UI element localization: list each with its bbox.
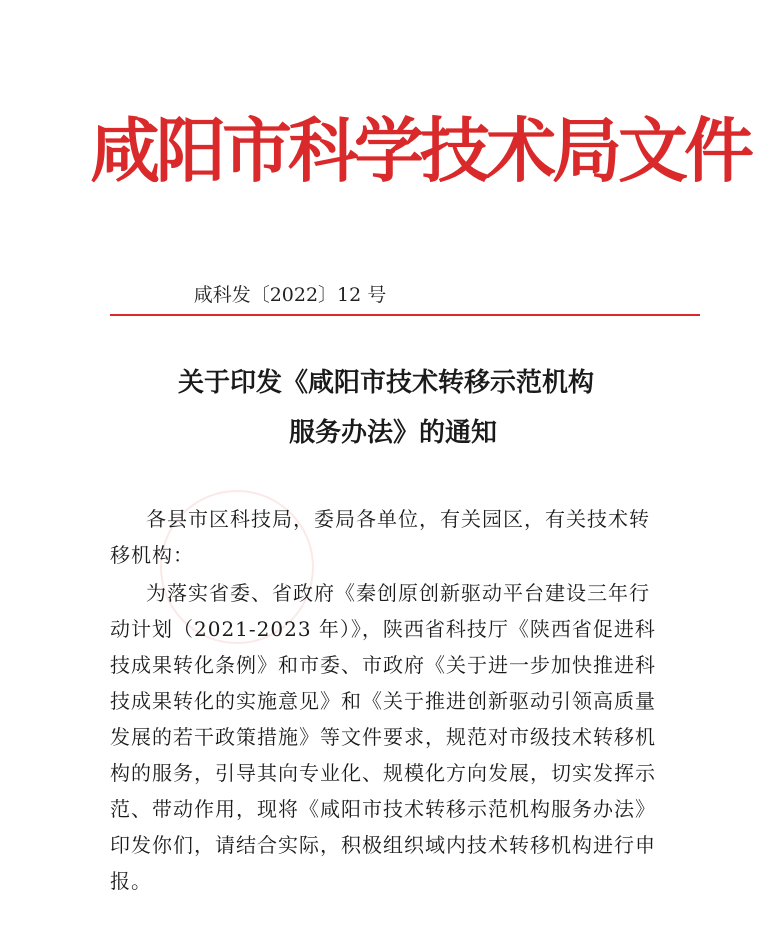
notice-title-line-1: 关于印发《咸阳市技术转移示范机构	[178, 368, 595, 398]
body-paragraph-line: 技成果转化的实施意见》和《关于推进创新驱动引领高质量	[110, 689, 656, 713]
document-header-title: 咸阳市科学技术局文件	[90, 109, 750, 192]
red-divider-line	[110, 314, 700, 316]
body-paragraph-line: 范、带动作用，现将《咸阳市技术转移示范机构服务办法》	[110, 797, 656, 821]
body-paragraph-line: 各县市区科技局，委局各单位，有关园区，有关技术转	[146, 507, 650, 531]
body-paragraph-line: 报。	[110, 869, 152, 893]
body-paragraph-line: 为落实省委、省政府《秦创原创新驱动平台建设三年行	[146, 581, 650, 605]
body-paragraph-line: 动计划（2021-2023 年）》，陕西省科技厅《陕西省促进科	[110, 617, 656, 641]
body-paragraph-line: 移机构：	[110, 543, 194, 567]
document-number: 咸科发〔2022〕12 号	[193, 284, 387, 306]
notice-title-line-2: 服务办法》的通知	[289, 418, 498, 448]
body-paragraph-line: 发展的若干政策措施》等文件要求，规范对市级技术转移机	[110, 725, 656, 749]
body-paragraph-line: 印发你们，请结合实际，积极组织域内技术转移机构进行申	[110, 833, 656, 857]
body-paragraph-line: 构的服务，引导其向专业化、规模化方向发展，切实发挥示	[110, 761, 656, 785]
body-paragraph-line: 技成果转化条例》和市委、市政府《关于进一步加快推进科	[110, 653, 656, 677]
